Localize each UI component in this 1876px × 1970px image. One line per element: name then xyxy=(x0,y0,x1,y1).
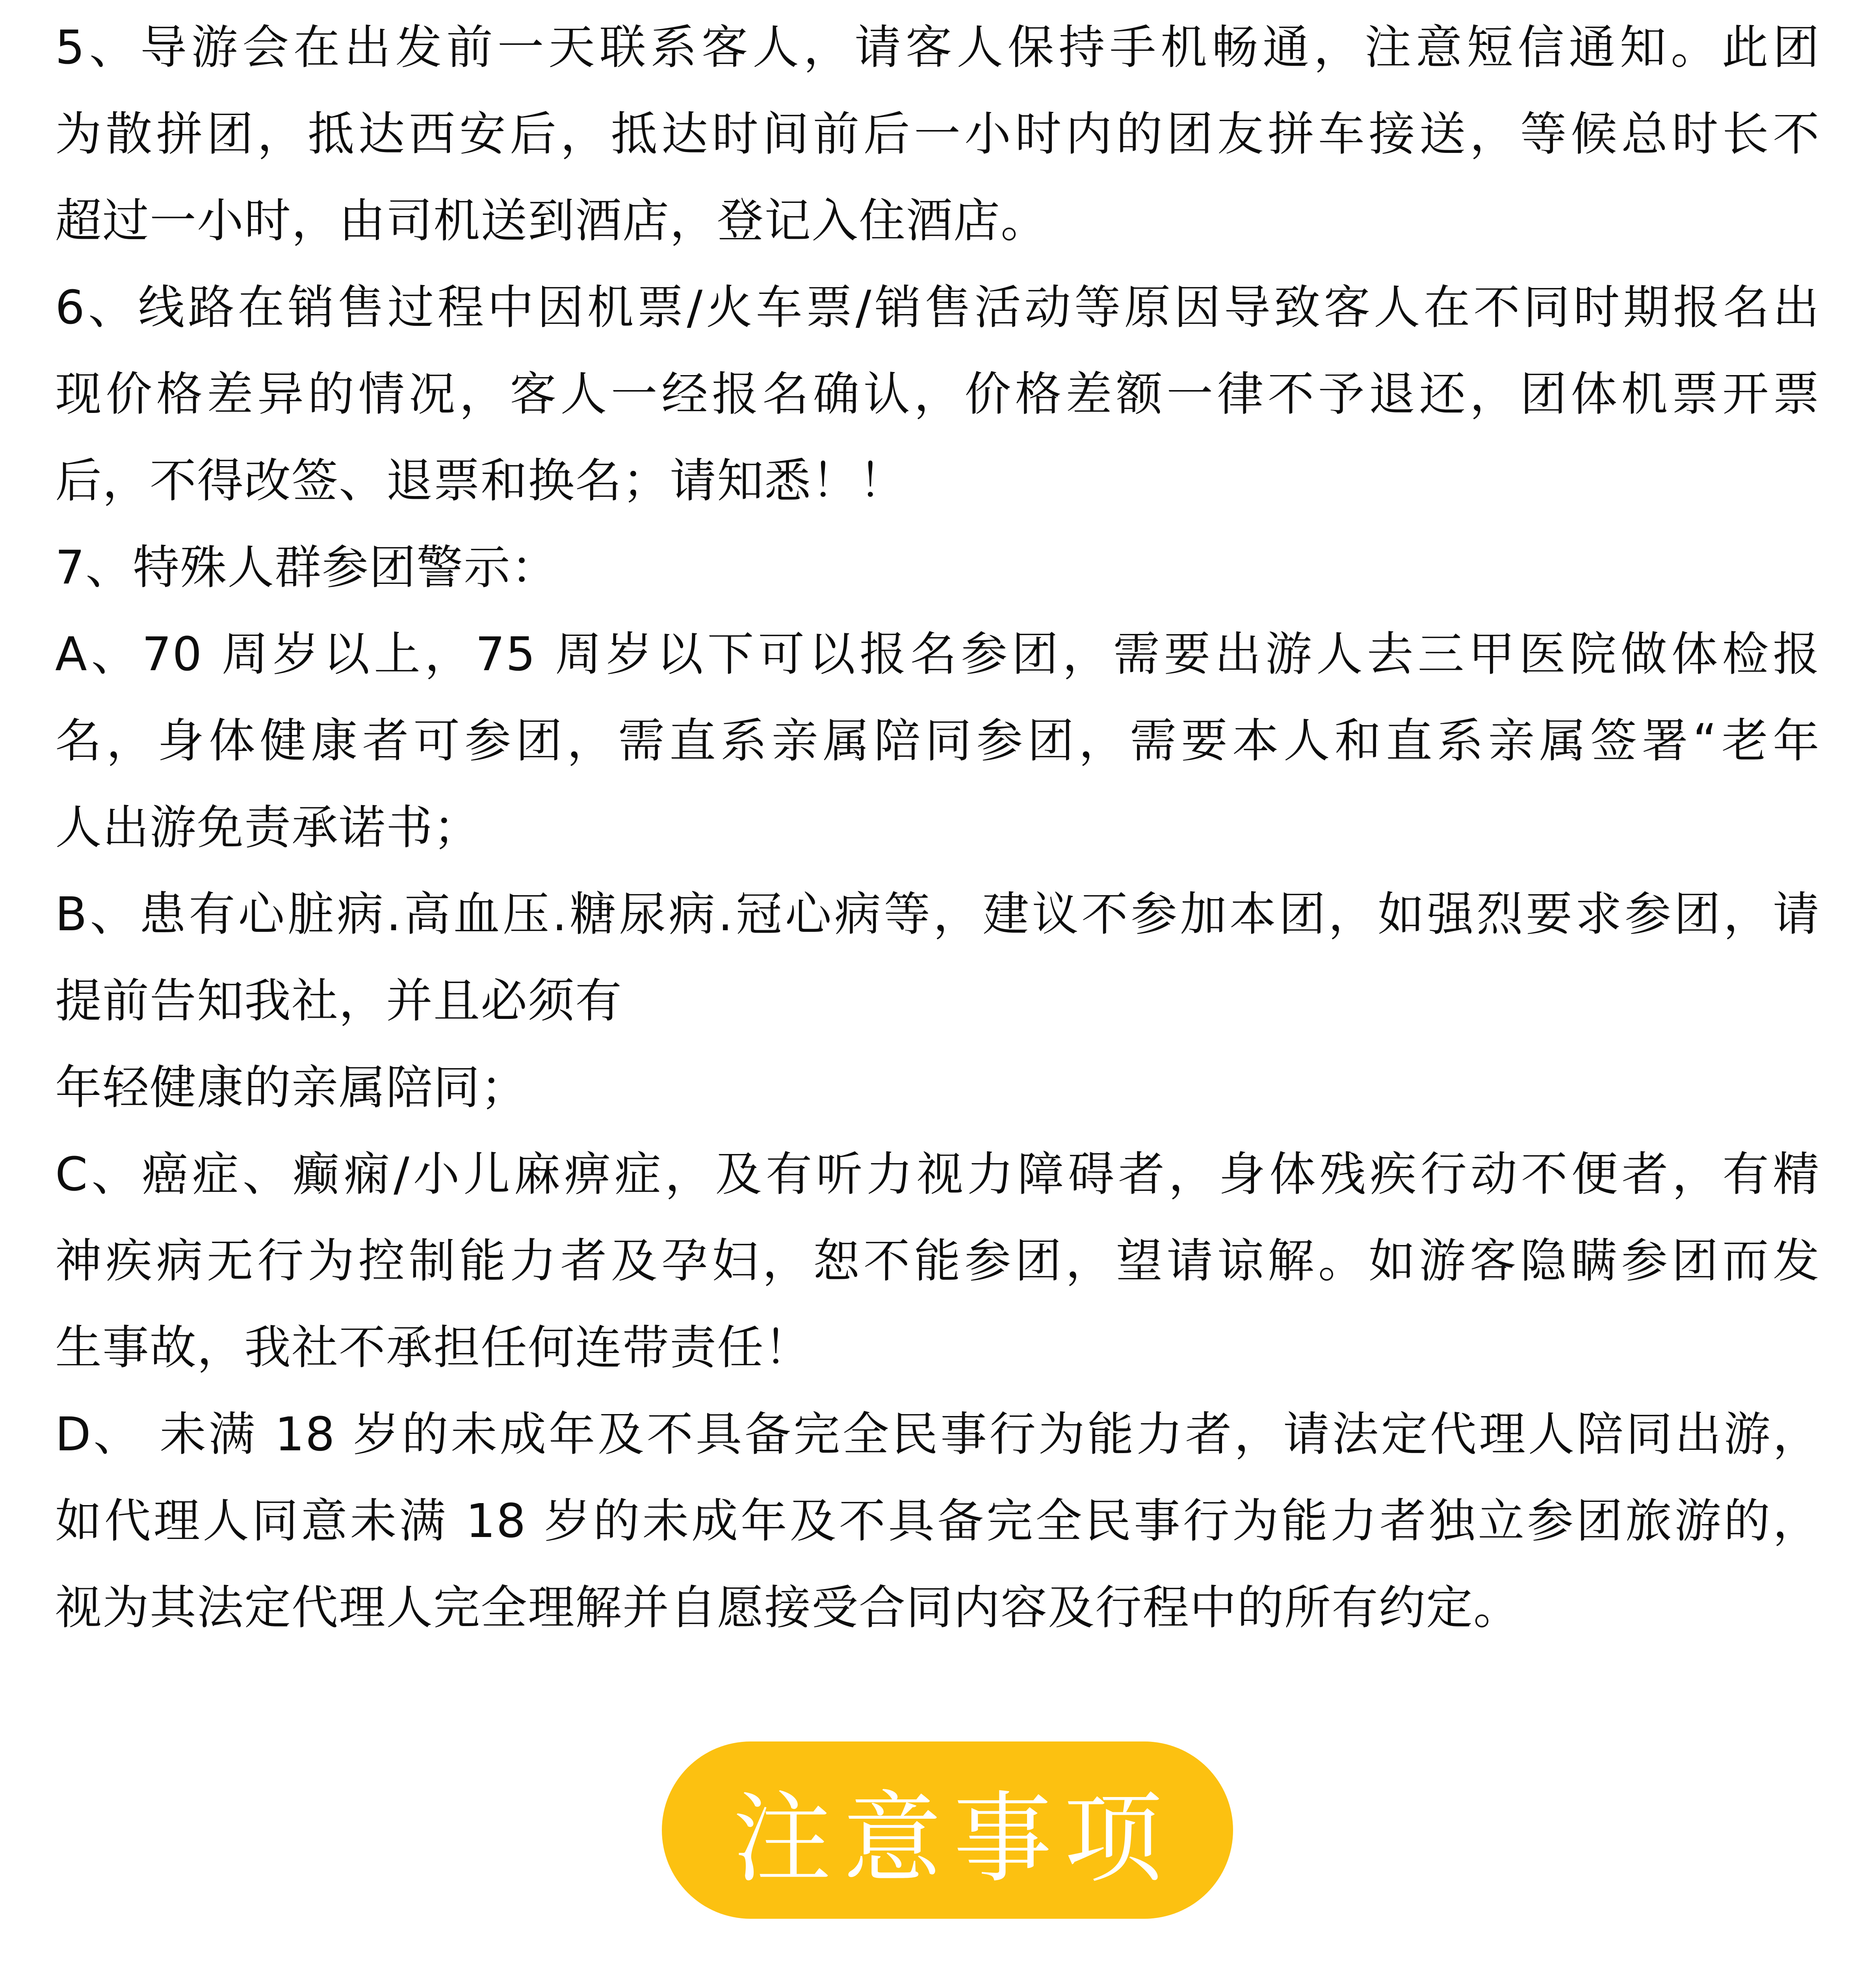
text-line: 5、导游会在出发前一天联系客人，请客人保持手机畅通，注意短信通知。此团 xyxy=(55,20,1820,74)
itinerary-notes-section xyxy=(55,4,1820,1651)
text-line: 名，身体健康者可参团，需直系亲属陪同参团，需要本人和直系亲属签署“老年 xyxy=(55,714,1820,768)
text-line: 后，不得改签、退票和换名；请知悉！！ xyxy=(55,453,906,508)
text-line: 年轻健康的亲属陪同； xyxy=(55,1060,528,1115)
text-line: 为散拼团，抵达西安后，抵达时间前后一小时内的团友拼车接送，等候总时长不 xyxy=(55,107,1820,161)
text-line: C、癌症、癫痫/小儿麻痹症，及有听力视力障碍者，身体残疾行动不便者，有精 xyxy=(55,1147,1820,1201)
text-line: 6、线路在销售过程中因机票/火车票/销售活动等原因导致客人在不同时期报名出 xyxy=(55,280,1820,335)
text-line: B、患有心脏病.高血压.糖尿病.冠心病等，建议不参加本团，如强烈要求参团，请 xyxy=(55,887,1820,941)
section-title: 注意事项 xyxy=(733,1781,1174,1896)
text-line: 视为其法定代理人完全理解并自愿接受合同内容及行程中的所有约定。 xyxy=(55,1580,1521,1635)
text-line: 超过一小时，由司机送到酒店，登记入住酒店。 xyxy=(55,193,1048,248)
text-line: 神疾病无行为控制能力者及孕妇，恕不能参团，望请谅解。如游客隐瞒参团而发 xyxy=(55,1234,1820,1288)
text-line: A、70 周岁以上，75 周岁以下可以报名参团，需要出游人去三甲医院做体检报 xyxy=(55,627,1820,681)
text-line: 人出游免责承诺书； xyxy=(55,800,481,855)
section-title-banner xyxy=(662,1741,1233,1919)
text-line: 如代理人同意未满 18 岁的未成年及不具备完全民事行为能力者独立参团旅游的， xyxy=(55,1494,1820,1548)
text-line: 现价格差异的情况，客人一经报名确认，价格差额一律不予退还，团体机票开票 xyxy=(55,367,1820,421)
text-line: 生事故，我社不承担任何连带责任！ xyxy=(55,1320,812,1375)
text-line: 7、特殊人群参团警示： xyxy=(55,540,559,595)
text-line: 提前告知我社，并且必须有 xyxy=(55,974,623,1028)
text-line: D、 未满 18 岁的未成年及不具备完全民事行为能力者，请法定代理人陪同出游， xyxy=(55,1407,1820,1461)
